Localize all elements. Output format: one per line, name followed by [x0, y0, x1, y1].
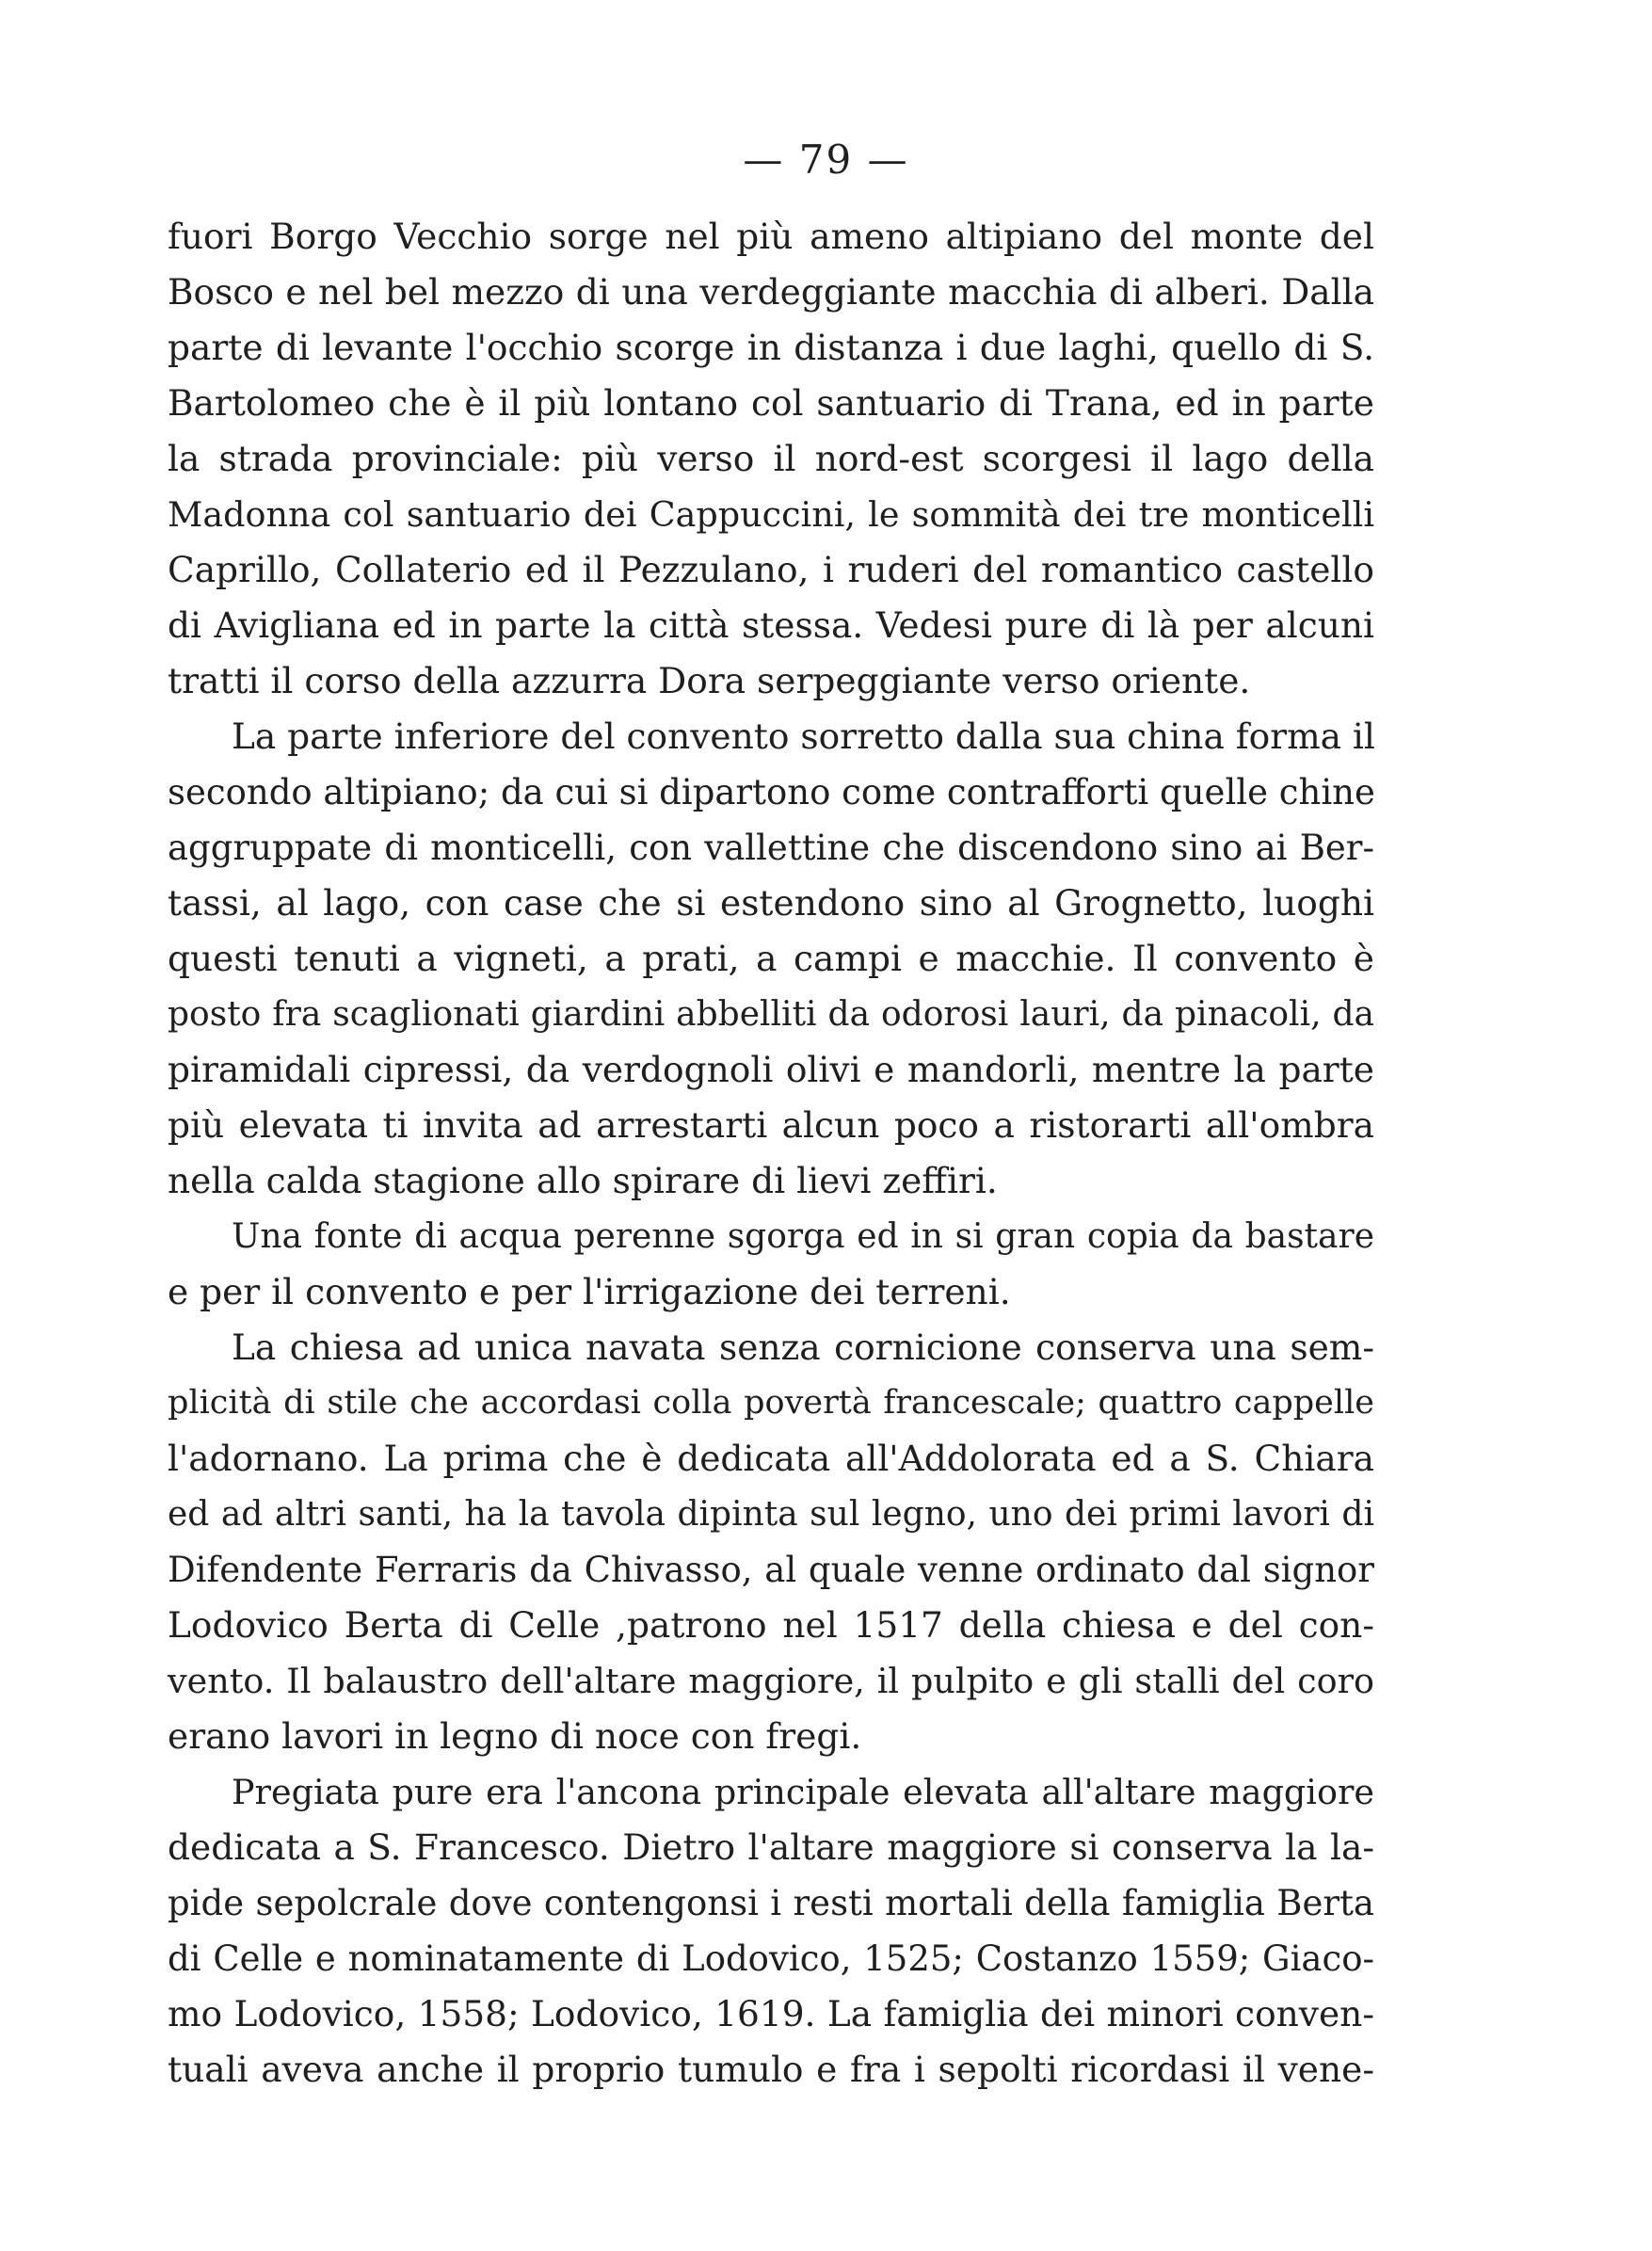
text-line: pide sepolcrale dove contengonsi i resti mortali della famiglia Berta: [168, 1883, 1374, 1923]
text-line: questi tenuti a vigneti, a prati, a campi e macchie. Il convento è: [168, 938, 1374, 979]
text-line: tratti il corso della azzurra Dora serpeggiante verso oriente.: [168, 660, 1251, 701]
text-line: nella calda stagione allo spirare di lievi zeffiri.: [168, 1160, 998, 1201]
text-line: più elevata ti invita ad arrestarti alcun poco a ristorarti all'ombra: [168, 1104, 1374, 1146]
text-line: fuori Borgo Vecchio sorge nel più ameno altipiano del monte del: [168, 216, 1374, 257]
paragraph-5: [168, 1764, 1374, 2098]
text-line: tassi, al lago, con case che si estendono sino al Grognetto, luoghi: [168, 882, 1374, 924]
text-line: mo Lodovico, 1558; Lodovico, 1619. La famiglia dei minori conven-: [168, 1993, 1374, 2034]
text-line: parte di levante l'occhio scorge in distanza i due laghi, quello di S.: [168, 327, 1374, 368]
text-line: plicità di stile che accordasi colla povertà francescale; quattro cappelle: [168, 1384, 1374, 1422]
page-number: — 79 —: [743, 137, 909, 183]
text-line: aggruppate di monticelli, con vallettine che discendono sino ai Ber-: [168, 828, 1374, 868]
text-line: erano lavori in legno di noce con fregi.: [168, 1715, 862, 1757]
text-line: tuali aveva anche il proprio tumulo e fra i sepolti ricordasi il vene-: [168, 2049, 1374, 2090]
text-line: La chiesa ad unica navata senza cornicione conserva una sem-: [232, 1326, 1374, 1368]
text-line: Lodovico Berta di Celle ,patrono nel 1517 della chiesa e del con-: [168, 1604, 1374, 1646]
paragraph-4: [168, 1320, 1374, 1764]
text-line: Pregiata pure era l'ancona principale elevata all'altare maggiore: [232, 1772, 1374, 1812]
text-line: Caprillo, Collaterio ed il Pezzulano, i ruderi del romantico castello: [168, 549, 1374, 590]
text-line: vento. Il balaustro dell'altare maggiore, il pulpito e gli stalli del coro: [168, 1661, 1374, 1701]
text-line: di Avigliana ed in parte la città stessa. Vedesi pure di là per alcuni: [168, 604, 1374, 646]
body-text: [168, 209, 1374, 2098]
text-line: Una fonte di acqua perenne sgorga ed in si gran copia da bastare: [232, 1217, 1374, 1256]
text-line: ed ad altri santi, ha la tavola dipinta sul legno, uno dei primi lavori di: [168, 1495, 1374, 1534]
text-line: Difendente Ferraris da Chivasso, al quale venne ordinato dal signor: [168, 1550, 1374, 1590]
text-line: Bosco e nel bel mezzo di una verdeggiante macchia di alberi. Dalla: [168, 271, 1374, 313]
paragraph-3: [168, 1209, 1374, 1320]
paragraph-1: [168, 209, 1374, 709]
text-line: La parte inferiore del convento sorretto dalla sua china forma il: [232, 715, 1375, 757]
text-line: la strada provinciale: più verso il nord-est scorgesi il lago della: [168, 438, 1374, 479]
text-line: posto fra scaglionati giardini abbelliti da odorosi lauri, da pinacoli, da: [168, 995, 1374, 1034]
text-line: l'adornano. La prima che è dedicata all'Addolorata ed a S. Chiara: [168, 1438, 1374, 1479]
text-line: di Celle e nominatamente di Lodovico, 1525; Costanzo 1559; Giaco-: [168, 1938, 1374, 1979]
text-line: Madonna col santuario dei Cappuccini, le sommità dei tre monticelli: [168, 494, 1374, 535]
text-line: dedicata a S. Francesco. Dietro l'altare maggiore si conserva la la-: [168, 1826, 1374, 1868]
paragraph-2: [168, 709, 1374, 1209]
text-line: e per il convento e per l'irrigazione dei terreni.: [168, 1271, 1011, 1312]
text-line: piramidali cipressi, da verdognoli olivi e mandorli, mentre la parte: [168, 1049, 1374, 1090]
text-line: Bartolomeo che è il più lontano col santuario di Trana, ed in parte: [168, 382, 1374, 424]
text-line: secondo altipiano; da cui si dipartono come contrafforti quelle chine: [168, 772, 1375, 812]
